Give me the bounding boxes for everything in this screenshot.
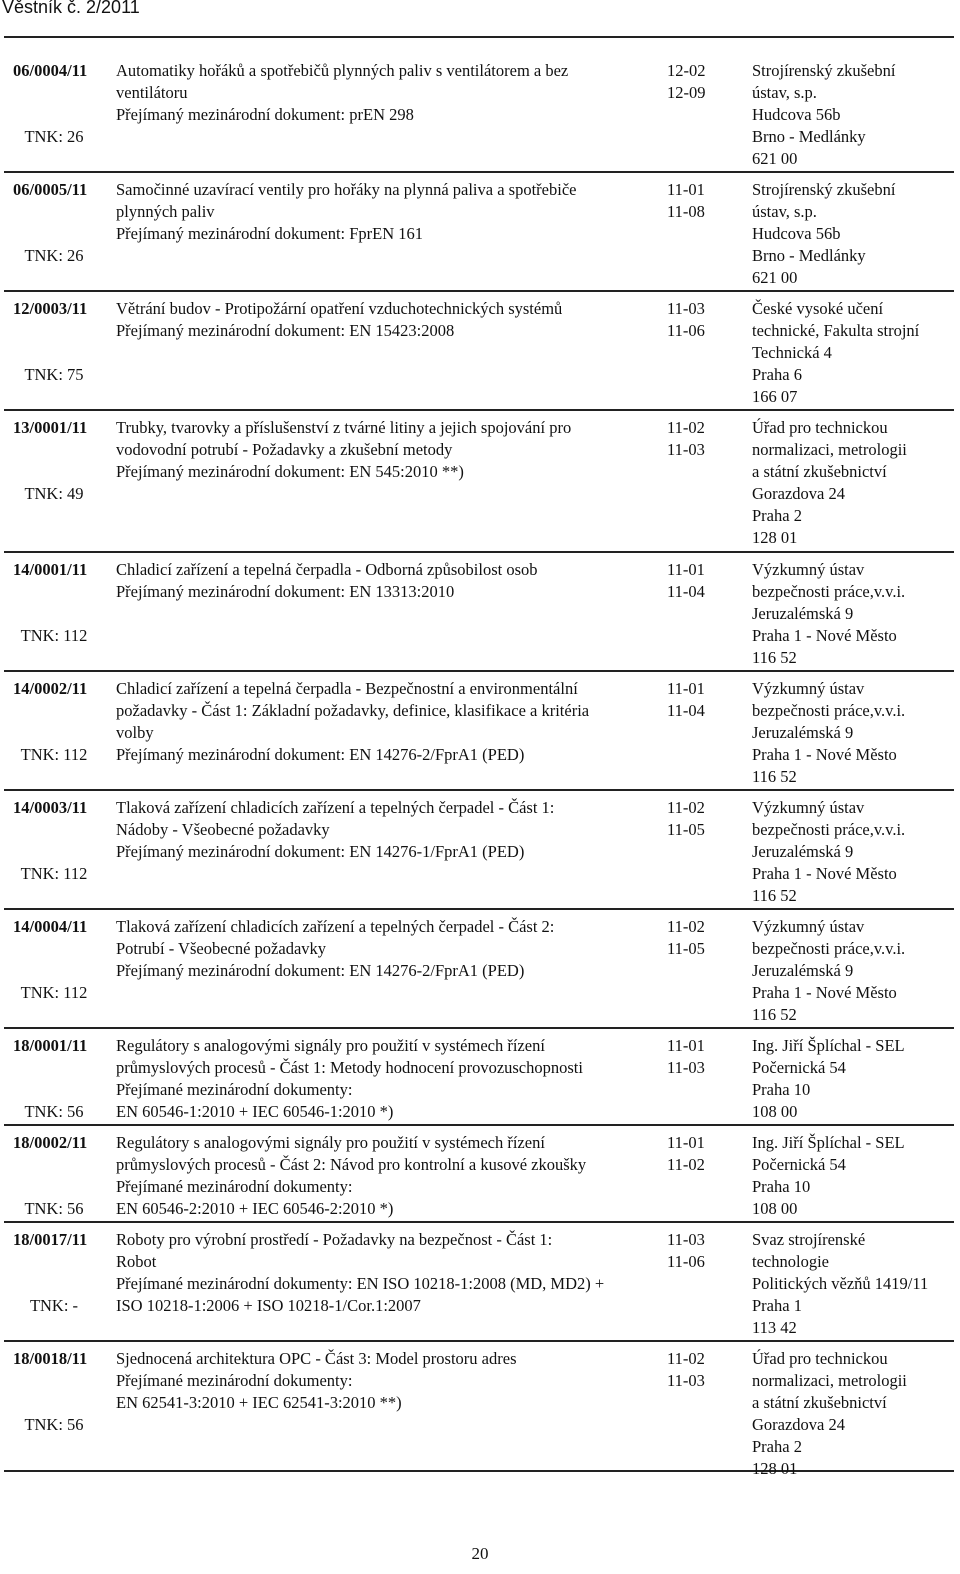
- entry-address: [752, 678, 957, 788]
- entry-title-line: Přejímaný mezinárodní dokument: EN 14276-2/FprA1 (PED): [116, 961, 525, 980]
- entry-address-line: Svaz strojírenské: [752, 1230, 866, 1249]
- table-row: [4, 1029, 954, 1126]
- entry-title-line: Robot: [116, 1252, 157, 1271]
- entry-date: 11-04: [667, 582, 705, 601]
- entry-code: 06/0005/11: [13, 180, 88, 199]
- entry-address-line: technologie: [752, 1252, 829, 1271]
- entry-date: 11-01: [667, 180, 705, 199]
- entry-date: 11-01: [667, 1036, 705, 1055]
- entry-address-line: Počernická 54: [752, 1058, 846, 1077]
- entry-title-line: Přejímaný mezinárodní dokument: EN 13313:2010: [116, 582, 455, 601]
- entry-address-line: Ing. Jiří Šplíchal - SEL: [752, 1036, 905, 1055]
- entry-title-line: Regulátory s analogovými signály pro použití v systémech řízení: [116, 1036, 545, 1055]
- entry-title: [116, 1348, 651, 1414]
- entry-code: 14/0001/11: [13, 560, 88, 579]
- entry-title: [116, 1035, 651, 1123]
- announcement-table: [4, 54, 954, 1478]
- entry-title-line: Nádoby - Všeobecné požadavky: [116, 820, 330, 839]
- entry-dates: [667, 797, 727, 841]
- entry-address-line: Gorazdova 24: [752, 484, 846, 503]
- entry-dates: [667, 559, 727, 603]
- entry-title-line: Tlaková zařízení chladicích zařízení a tepelných čerpadel - Část 1:: [116, 798, 555, 817]
- entry-address-line: 116 52: [752, 767, 797, 786]
- entry-tnk: TNK: 112: [20, 745, 88, 764]
- entry-date: 11-06: [667, 1252, 705, 1271]
- entry-address-line: 108 00: [752, 1102, 798, 1121]
- entry-code: 18/0017/11: [13, 1230, 88, 1249]
- entry-title: [116, 179, 651, 245]
- entry-address-line: Praha 1 - Nové Město: [752, 626, 897, 645]
- entry-title-line: Přejímané mezinárodní dokumenty: EN ISO 10218-1:2008 (MD, MD2) +: [116, 1274, 605, 1293]
- entry-address-line: Praha 10: [752, 1080, 811, 1099]
- entry-address: [752, 1132, 957, 1220]
- entry-address-line: a státní zkušebnictví: [752, 1393, 887, 1412]
- entry-address: [752, 179, 957, 289]
- entry-tnk: TNK: 49: [24, 484, 84, 503]
- entry-tnk: TNK: 112: [20, 864, 88, 883]
- table-row: [4, 54, 954, 173]
- entry-title-line: Přejímané mezinárodní dokumenty:: [116, 1177, 353, 1196]
- entry-title-line: Přejímaný mezinárodní dokument: EN 545:2010 **): [116, 462, 464, 481]
- entry-title-line: Automatiky hořáků a spotřebičů plynných paliv s ventilátorem a bez: [116, 61, 569, 80]
- entry-dates: [667, 60, 727, 104]
- table-row: [4, 672, 954, 791]
- entry-dates: [667, 1035, 727, 1079]
- entry-title-line: průmyslových procesů - Část 2: Návod pro kontrolní a kusové zkoušky: [116, 1155, 587, 1174]
- entry-code: 14/0002/11: [13, 679, 88, 698]
- entry-address-line: 128 01: [752, 1459, 798, 1478]
- entry-address-line: Technická 4: [752, 343, 832, 362]
- entry-date: 11-05: [667, 820, 705, 839]
- table-row: [4, 173, 954, 292]
- entry-code: 18/0002/11: [13, 1133, 88, 1152]
- entry-address-line: Výzkumný ústav: [752, 679, 865, 698]
- entry-tnk: TNK: 56: [24, 1102, 84, 1121]
- entry-date: 11-06: [667, 321, 705, 340]
- entry-title-line: ISO 10218-1:2006 + ISO 10218-1/Cor.1:2007: [116, 1296, 421, 1315]
- entry-address-line: Úřad pro technickou: [752, 418, 888, 437]
- entry-date: 11-03: [667, 1058, 705, 1077]
- entry-date: 11-03: [667, 299, 705, 318]
- journal-header: Věstník č. 2/2011: [2, 0, 140, 17]
- entry-address-line: Praha 1 - Nové Město: [752, 864, 897, 883]
- entry-title: [116, 417, 651, 483]
- entry-address-line: Praha 6: [752, 365, 802, 384]
- entry-tnk: TNK: 75: [24, 365, 84, 384]
- entry-tnk: TNK: 26: [24, 127, 84, 146]
- entry-title: [116, 678, 651, 766]
- table-row: [4, 411, 954, 553]
- entry-date: 11-02: [667, 917, 705, 936]
- entry-title-line: Přejímaný mezinárodní dokument: FprEN 161: [116, 224, 424, 243]
- entry-tnk: TNK: 112: [20, 626, 88, 645]
- entry-dates: [667, 298, 727, 342]
- entry-title-line: Roboty pro výrobní prostředí - Požadavky na bezpečnost - Část 1:: [116, 1230, 553, 1249]
- entry-date: 11-02: [667, 1155, 705, 1174]
- entry-address: [752, 797, 957, 907]
- entry-date: 11-04: [667, 701, 705, 720]
- entry-address-line: bezpečnosti práce,v.v.i.: [752, 820, 906, 839]
- entry-address-line: technické, Fakulta strojní: [752, 321, 920, 340]
- entry-address-line: Praha 1 - Nové Město: [752, 983, 897, 1002]
- entry-code: 13/0001/11: [13, 418, 88, 437]
- table-row: [4, 1342, 954, 1478]
- table-row: [4, 553, 954, 672]
- entry-code: 18/0018/11: [13, 1349, 88, 1368]
- entry-date: 11-03: [667, 440, 705, 459]
- entry-address-line: Gorazdova 24: [752, 1415, 846, 1434]
- entry-address: [752, 298, 957, 408]
- entry-address-line: Praha 1: [752, 1296, 802, 1315]
- entry-address: [752, 1348, 957, 1480]
- table-row: [4, 910, 954, 1029]
- entry-address-line: normalizaci, metrologii: [752, 1371, 907, 1390]
- entry-address-line: Strojírenský zkušební: [752, 180, 896, 199]
- entry-address-line: normalizaci, metrologii: [752, 440, 907, 459]
- entry-title-line: Přejímaný mezinárodní dokument: prEN 298: [116, 105, 414, 124]
- entry-address-line: Jeruzalémská 9: [752, 842, 854, 861]
- entry-address: [752, 1035, 957, 1123]
- entry-address-line: Ing. Jiří Šplíchal - SEL: [752, 1133, 905, 1152]
- entry-title-line: Trubky, tvarovky a příslušenství z tvárné litiny a jejich spojování pro: [116, 418, 572, 437]
- table-row: [4, 1223, 954, 1342]
- entry-title-line: průmyslových procesů - Část 1: Metody hodnocení provozuschopnosti: [116, 1058, 583, 1077]
- entry-address-line: České vysoké učení: [752, 299, 884, 318]
- entry-address-line: Hudcova 56b: [752, 105, 841, 124]
- entry-code: 06/0004/11: [13, 61, 88, 80]
- entry-title-line: Přejímaný mezinárodní dokument: EN 15423:2008: [116, 321, 455, 340]
- entry-date: 11-05: [667, 939, 705, 958]
- entry-title-line: volby: [116, 723, 154, 742]
- entry-address-line: Strojírenský zkušební: [752, 61, 896, 80]
- entry-address-line: 621 00: [752, 268, 798, 287]
- entry-address-line: 116 52: [752, 648, 797, 667]
- entry-address: [752, 916, 957, 1026]
- entry-title-line: EN 60546-2:2010 + IEC 60546-2:2010 *): [116, 1199, 394, 1218]
- entry-address-line: Praha 1 - Nové Město: [752, 745, 897, 764]
- entry-address: [752, 60, 957, 170]
- entry-date: 11-01: [667, 560, 705, 579]
- entry-title-line: požadavky - Část 1: Základní požadavky, definice, klasifikace a kritéria: [116, 701, 590, 720]
- entry-address-line: 166 07: [752, 387, 798, 406]
- entry-title: [116, 797, 651, 863]
- entry-address-line: Brno - Medlánky: [752, 246, 866, 265]
- top-rule: [4, 36, 954, 38]
- entry-tnk: TNK: 112: [20, 983, 88, 1002]
- entry-dates: [667, 916, 727, 960]
- entry-address-line: Úřad pro technickou: [752, 1349, 888, 1368]
- entry-address-line: a státní zkušebnictví: [752, 462, 887, 481]
- entry-address-line: 116 52: [752, 1005, 797, 1024]
- entry-date: 11-02: [667, 418, 705, 437]
- entry-address-line: bezpečnosti práce,v.v.i.: [752, 939, 906, 958]
- entry-address-line: Jeruzalémská 9: [752, 723, 854, 742]
- table-row: [4, 1126, 954, 1223]
- entry-title-line: Samočinné uzavírací ventily pro hořáky na plynná paliva a spotřebiče: [116, 180, 577, 199]
- entry-date: 11-02: [667, 798, 705, 817]
- entry-code: 14/0003/11: [13, 798, 88, 817]
- entry-title-line: Přejímané mezinárodní dokumenty:: [116, 1371, 353, 1390]
- entry-dates: [667, 678, 727, 722]
- entry-address-line: 128 01: [752, 528, 798, 547]
- entry-title-line: ventilátoru: [116, 83, 188, 102]
- entry-title: [116, 559, 651, 603]
- entry-tnk: TNK: -: [29, 1296, 79, 1315]
- entry-dates: [667, 1229, 727, 1273]
- entry-title-line: Potrubí - Všeobecné požadavky: [116, 939, 327, 958]
- entry-dates: [667, 1132, 727, 1176]
- entry-date: 11-03: [667, 1371, 705, 1390]
- entry-address-line: bezpečnosti práce,v.v.i.: [752, 701, 906, 720]
- entry-dates: [667, 179, 727, 223]
- entry-address-line: Výzkumný ústav: [752, 798, 865, 817]
- entry-title-line: Přejímané mezinárodní dokumenty:: [116, 1080, 353, 1099]
- entry-address-line: ústav, s.p.: [752, 202, 817, 221]
- entry-title-line: EN 62541-3:2010 + IEC 62541-3:2010 **): [116, 1393, 402, 1412]
- entry-address-line: Jeruzalémská 9: [752, 604, 854, 623]
- entry-title: [116, 1229, 651, 1317]
- entry-address-line: 108 00: [752, 1199, 798, 1218]
- entry-address-line: Hudcova 56b: [752, 224, 841, 243]
- entry-address-line: Politických vězňů 1419/11: [752, 1274, 929, 1293]
- entry-date: 12-09: [667, 83, 706, 102]
- entry-date: 12-02: [667, 61, 706, 80]
- entry-address-line: Výzkumný ústav: [752, 917, 865, 936]
- entry-address-line: Brno - Medlánky: [752, 127, 866, 146]
- entry-address-line: Praha 10: [752, 1177, 811, 1196]
- entry-title-line: Přejímaný mezinárodní dokument: EN 14276-1/FprA1 (PED): [116, 842, 525, 861]
- entry-title-line: Chladicí zařízení a tepelná čerpadla - Odborná způsobilost osob: [116, 560, 538, 579]
- entry-address-line: Jeruzalémská 9: [752, 961, 854, 980]
- entry-date: 11-01: [667, 679, 705, 698]
- entry-address-line: 113 42: [752, 1318, 797, 1337]
- entry-address-line: 116 52: [752, 886, 797, 905]
- entry-title-line: Tlaková zařízení chladicích zařízení a tepelných čerpadel - Část 2:: [116, 917, 555, 936]
- entry-title-line: plynných paliv: [116, 202, 215, 221]
- page-number: 20: [471, 1544, 489, 1563]
- entry-title-line: EN 60546-1:2010 + IEC 60546-1:2010 *): [116, 1102, 394, 1121]
- entry-address: [752, 417, 957, 549]
- entry-title-line: Chladicí zařízení a tepelná čerpadla - Bezpečnostní a environmentální: [116, 679, 578, 698]
- entry-dates: [667, 417, 727, 461]
- entry-title-line: Sjednocená architektura OPC - Část 3: Model prostoru adres: [116, 1349, 517, 1368]
- entry-code: 18/0001/11: [13, 1036, 88, 1055]
- entry-date: 11-02: [667, 1349, 705, 1368]
- entry-tnk: TNK: 56: [24, 1199, 84, 1218]
- entry-date: 11-03: [667, 1230, 705, 1249]
- entry-address-line: Praha 2: [752, 1437, 802, 1456]
- entry-address-line: 621 00: [752, 149, 798, 168]
- entry-code: 12/0003/11: [13, 299, 88, 318]
- entry-title: [116, 60, 651, 126]
- table-row: [4, 292, 954, 411]
- entry-code: 14/0004/11: [13, 917, 88, 936]
- entry-address-line: Praha 2: [752, 506, 802, 525]
- entry-title: [116, 1132, 651, 1220]
- entry-title-line: Přejímaný mezinárodní dokument: EN 14276-2/FprA1 (PED): [116, 745, 525, 764]
- entry-title: [116, 298, 651, 342]
- entry-dates: [667, 1348, 727, 1392]
- entry-address-line: ústav, s.p.: [752, 83, 817, 102]
- entry-address-line: Počernická 54: [752, 1155, 846, 1174]
- entry-title-line: vodovodní potrubí - Požadavky a zkušební metody: [116, 440, 453, 459]
- entry-tnk: TNK: 56: [24, 1415, 84, 1434]
- entry-date: 11-08: [667, 202, 705, 221]
- entry-title-line: Regulátory s analogovými signály pro použití v systémech řízení: [116, 1133, 545, 1152]
- entry-address-line: bezpečnosti práce,v.v.i.: [752, 582, 906, 601]
- entry-title: [116, 916, 651, 982]
- entry-address: [752, 1229, 957, 1339]
- entry-title-line: Větrání budov - Protipožární opatření vzduchotechnických systémů: [116, 299, 563, 318]
- entry-date: 11-01: [667, 1133, 705, 1152]
- entry-address-line: Výzkumný ústav: [752, 560, 865, 579]
- entry-address: [752, 559, 957, 669]
- entry-tnk: TNK: 26: [24, 246, 84, 265]
- table-row: [4, 791, 954, 910]
